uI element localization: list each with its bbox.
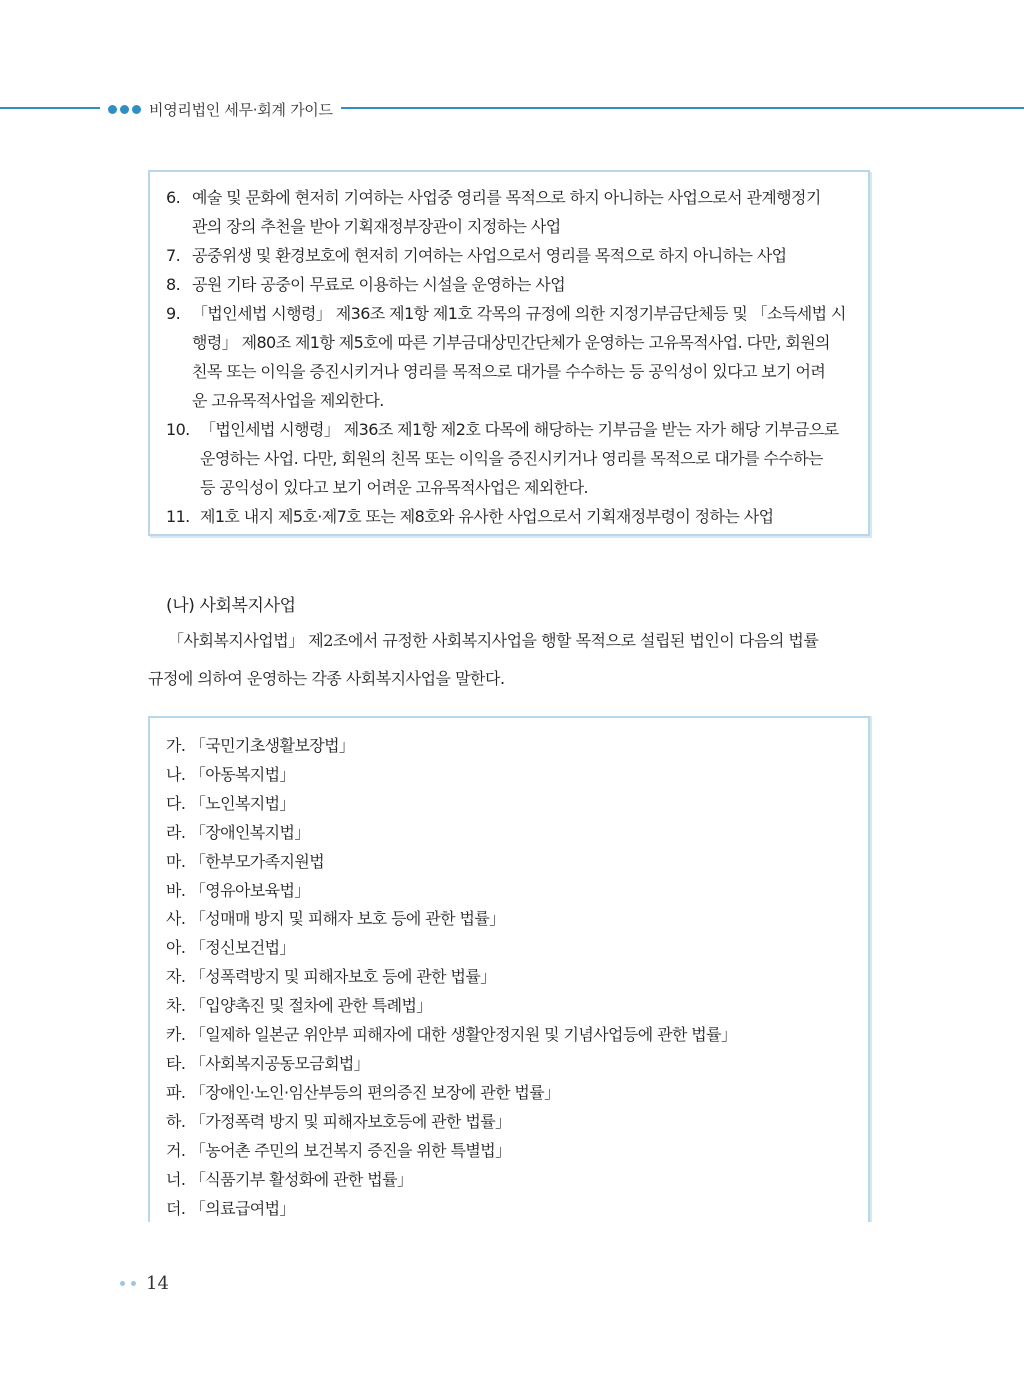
list-item: 라. 「장애인복지법」 xyxy=(166,822,310,842)
list-item: 나. 「아동복지법」 xyxy=(166,764,295,784)
list-item: 카. 「일제하 일본군 위안부 피해자에 대한 생활안정지원 및 기념사업등에 관한 법률」 xyxy=(166,1025,737,1045)
list-item: 바. 「영유아보육법」 xyxy=(166,880,310,900)
footer-dot-icon xyxy=(131,1281,136,1286)
list-item: 10. 「법인세법 시행령」 제36조 제1항 제2호 다목에 해당하는 기부금을 받는 자가 해당 기부금으로 운영하는 사업. 다만, 회원의 친목 또는 이익을 증진시키거나 영리를 목적으로 대가를 수수하는 등 공익성이 있다고 보기 어려운 고유목적사업은 제외한다. xyxy=(166,420,839,497)
list-item: 9. 「법인세법 시행령」 제36조 제1항 제1호 각목의 규정에 의한 지정기부금단체등 및 「소득세법 시 행령」 제80조 제1항 제5호에 따른 기부금대상민간단체가 운영하는 고유목적사업. 다만, 회원의 친목 또는 이익을 증진시키거나 영리를 목적으로 대가를 수수하는 등 공익성이 있다고 보기 어려 운 고유목적사업을 제외한다. xyxy=(166,304,846,410)
list-item: 7. 공중위생 및 환경보호에 현저히 기여하는 사업으로서 영리를 목적으로 하지 아니하는 사업 xyxy=(166,246,787,265)
list-item: 하. 「가정폭력 방지 및 피해자보호등에 관한 법률」 xyxy=(166,1111,511,1131)
list-item: 너. 「식품기부 활성화에 관한 법률」 xyxy=(166,1169,413,1189)
footer-dot-icon xyxy=(120,1281,125,1286)
list-item: 11. 제1호 내지 제5호·제7호 또는 제8호와 유사한 사업으로서 기획재정부령이 정하는 사업 xyxy=(166,507,774,526)
section-paragraph: 「사회복지사업법」 제2조에서 규정한 사회복지사업을 행할 목적으로 설립된 법인이 다음의 법률 규정에 의하여 운영하는 각종 사회복지사업을 말한다. xyxy=(148,631,819,688)
header-title: 비영리법인 세무·회계 가이드 xyxy=(149,100,333,119)
list-item: 가. 「국민기초생활보장법」 xyxy=(166,736,355,755)
running-header xyxy=(100,96,341,122)
list-item: 다. 「노인복지법」 xyxy=(166,793,295,813)
list-item: 마. 「한부모가족지원법 xyxy=(166,851,325,871)
section-heading: (나) 사회복지사업 xyxy=(166,596,296,616)
list-item: 더. 「의료급여법」 xyxy=(166,1198,295,1218)
header-dots-icon xyxy=(108,105,141,114)
page-footer xyxy=(120,1273,169,1294)
list-box-welfare-laws xyxy=(148,716,870,1222)
list-item: 자. 「성폭력방지 및 피해자보호 등에 관한 법률」 xyxy=(166,967,496,987)
page-number: 14 xyxy=(146,1273,169,1294)
list-item: 아. 「정신보건법」 xyxy=(166,938,295,958)
list-item: 타. 「사회복지공동모금회법」 xyxy=(166,1053,370,1073)
list-item: 6. 예술 및 문화에 현저히 기여하는 사업중 영리를 목적으로 하지 아니하는 사업으로서 관계행정기 관의 장의 추천을 받아 기획재정부장관이 지정하는 사업 xyxy=(166,188,821,236)
list-item: 차. 「입양촉진 및 절차에 관한 특례법」 xyxy=(166,996,432,1016)
list-item: 파. 「장애인·노인·임산부등의 편의증진 보장에 관한 법률」 xyxy=(166,1082,560,1102)
list-item: 거. 「농어촌 주민의 보건복지 증진을 위한 특별법」 xyxy=(166,1140,511,1160)
list-item: 8. 공원 기타 공중이 무료로 이용하는 시설을 운영하는 사업 xyxy=(166,275,566,294)
list-box-business-types xyxy=(148,170,870,536)
list-item: 사. 「성매매 방지 및 피해자 보호 등에 관한 법률」 xyxy=(166,909,505,929)
